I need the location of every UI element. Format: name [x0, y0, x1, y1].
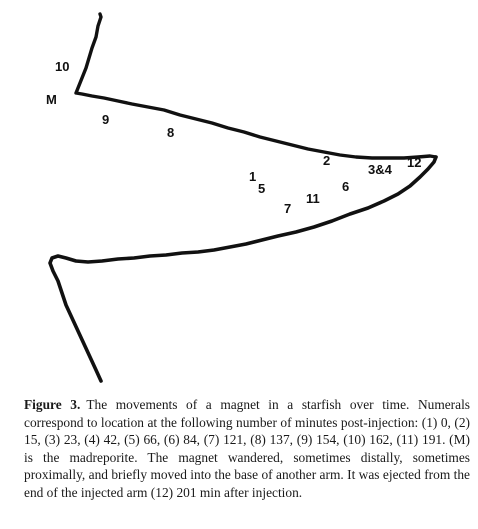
label-7: 7 [284, 201, 292, 216]
label-11: 11 [306, 191, 320, 206]
label-9: 9 [102, 112, 110, 127]
label-2: 2 [323, 153, 331, 168]
label-6: 6 [342, 179, 350, 194]
label-10: 10 [55, 59, 70, 74]
upper-arm-outline [76, 14, 436, 158]
label-madreporite: M [46, 92, 57, 107]
caption-text: The movements of a magnet in a starfish over time. Numerals correspond to location at the following number of minutes post-injection: (1) 0, (2) 15, (3) 23, (4) 42, (5) 66, (6) 84, (7) 121, (8) 137, (9) 154, (10) 162, (11) 191. (M) is the madreporite. The magnet wandered, sometimes distally, sometimes proximally, and briefly moved into the base of another arm. It was ejected from the end of the injected arm (12) 201 min after injection. [24, 397, 471, 500]
label-3-and-4: 3&4 [368, 162, 392, 177]
label-8: 8 [167, 125, 175, 140]
lower-arm-outline [50, 157, 436, 381]
label-12: 12 [407, 155, 422, 170]
label-1: 1 [249, 169, 257, 184]
figure-label: Figure 3. [24, 397, 81, 412]
figure-caption [24, 396, 470, 502]
label-5: 5 [258, 181, 266, 196]
